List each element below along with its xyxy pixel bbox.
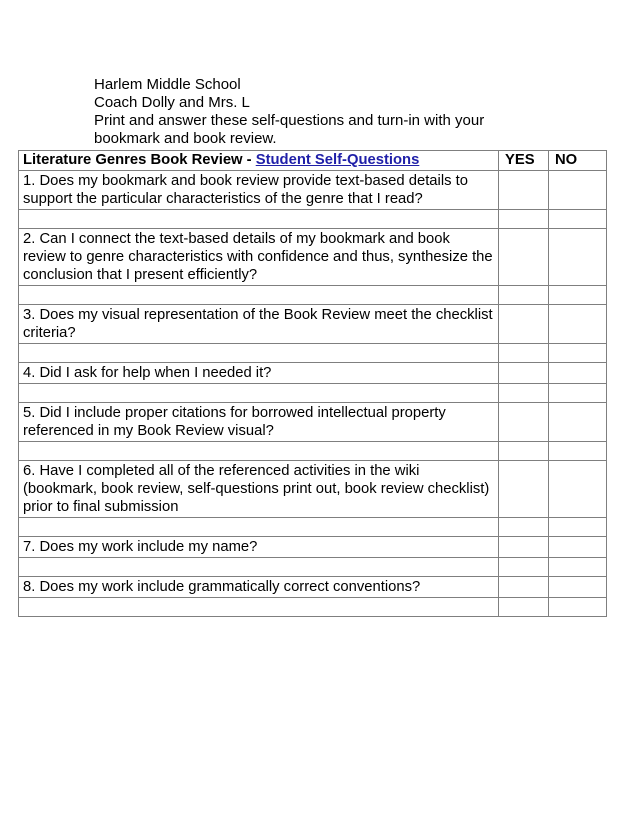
no-cell[interactable] [549, 518, 607, 537]
question-text: 4. Did I ask for help when I needed it? [19, 363, 499, 384]
no-cell[interactable] [549, 598, 607, 617]
yes-cell[interactable] [499, 229, 549, 286]
no-cell[interactable] [549, 577, 607, 598]
question-text: 6. Have I completed all of the referenced activities in the wiki (bookmark, book review, self-questions print out, book review checklist) prior to final submission [19, 461, 499, 518]
school-name: Harlem Middle School [94, 76, 241, 93]
yes-cell[interactable] [499, 305, 549, 344]
question-text: 7. Does my work include my name? [19, 537, 499, 558]
answer-row [19, 518, 607, 537]
blank-cell [19, 558, 499, 577]
blank-cell [19, 210, 499, 229]
question-text: 2. Can I connect the text-based details of my bookmark and book review to genre characteristics with confidence and thus, synthesize the conclusion that I present efficiently? [19, 229, 499, 286]
table-title [19, 151, 499, 171]
self-questions-table [18, 150, 607, 617]
yes-cell[interactable] [499, 210, 549, 229]
no-column-header: NO [549, 151, 607, 171]
no-cell[interactable] [549, 344, 607, 363]
student-self-questions-link[interactable]: Student Self-Questions [255, 152, 420, 168]
document-header [94, 76, 534, 148]
no-cell[interactable] [549, 403, 607, 442]
yes-column-header: YES [499, 151, 549, 171]
question-text: 1. Does my bookmark and book review provide text-based details to support the particular characteristics of the genre that I read? [19, 171, 499, 210]
table-header-row [19, 151, 607, 171]
no-cell[interactable] [549, 229, 607, 286]
yes-cell[interactable] [499, 384, 549, 403]
yes-cell[interactable] [499, 598, 549, 617]
blank-cell [19, 344, 499, 363]
question-row [19, 305, 607, 344]
yes-cell[interactable] [499, 577, 549, 598]
blank-cell [19, 286, 499, 305]
answer-row [19, 344, 607, 363]
no-cell[interactable] [549, 305, 607, 344]
answer-row [19, 384, 607, 403]
question-row [19, 229, 607, 286]
answer-row [19, 286, 607, 305]
no-cell[interactable] [549, 286, 607, 305]
instruction-line-1: Print and answer these self-questions and turn-in with your [94, 112, 485, 129]
question-row [19, 363, 607, 384]
answer-row [19, 558, 607, 577]
yes-cell[interactable] [499, 286, 549, 305]
yes-cell[interactable] [499, 442, 549, 461]
yes-cell[interactable] [499, 403, 549, 442]
instruction-line-2: bookmark and book review. [94, 130, 277, 147]
blank-cell [19, 518, 499, 537]
answer-row [19, 210, 607, 229]
teacher-names: Coach Dolly and Mrs. L [94, 94, 250, 111]
yes-cell[interactable] [499, 558, 549, 577]
no-cell[interactable] [549, 210, 607, 229]
question-text: 8. Does my work include grammatically correct conventions? [19, 577, 499, 598]
table-title-prefix: Literature Genres Book Review - [23, 152, 256, 168]
question-text: 5. Did I include proper citations for borrowed intellectual property referenced in my Book Review visual? [19, 403, 499, 442]
question-row [19, 403, 607, 442]
no-cell[interactable] [549, 384, 607, 403]
question-row [19, 171, 607, 210]
yes-cell[interactable] [499, 344, 549, 363]
no-cell[interactable] [549, 171, 607, 210]
no-cell[interactable] [549, 442, 607, 461]
blank-cell [19, 598, 499, 617]
question-text: 3. Does my visual representation of the Book Review meet the checklist criteria? [19, 305, 499, 344]
no-cell[interactable] [549, 537, 607, 558]
answer-row [19, 598, 607, 617]
no-cell[interactable] [549, 558, 607, 577]
blank-cell [19, 384, 499, 403]
yes-cell[interactable] [499, 171, 549, 210]
blank-cell [19, 442, 499, 461]
question-row [19, 537, 607, 558]
question-row [19, 577, 607, 598]
yes-cell[interactable] [499, 461, 549, 518]
question-row [19, 461, 607, 518]
yes-cell[interactable] [499, 518, 549, 537]
yes-cell[interactable] [499, 363, 549, 384]
no-cell[interactable] [549, 363, 607, 384]
no-cell[interactable] [549, 461, 607, 518]
answer-row [19, 442, 607, 461]
yes-cell[interactable] [499, 537, 549, 558]
